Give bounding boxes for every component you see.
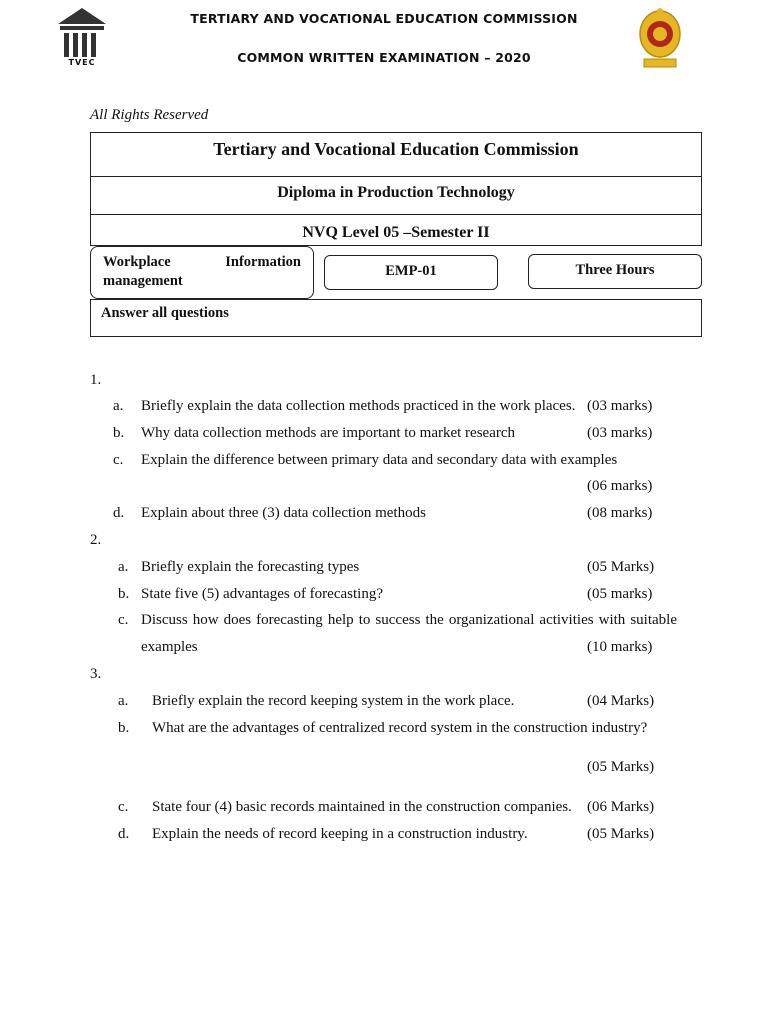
q3b-label: b.	[118, 720, 130, 736]
q1d-label: d.	[113, 505, 125, 521]
q2a-marks: (05 Marks)	[587, 559, 655, 575]
q3a-marks: (04 Marks)	[587, 693, 655, 709]
q1-number: 1.	[90, 372, 102, 388]
module-code: EMP-01	[385, 263, 437, 279]
q1a-marks: (03 marks)	[587, 398, 653, 414]
q1a-text: Briefly explain the data collection methods practiced in the work places.	[141, 398, 576, 414]
q1c-label: c.	[113, 452, 124, 468]
q3d-text: Explain the needs of record keeping in a construction industry.	[152, 826, 528, 842]
duration-box	[528, 254, 702, 289]
code-box	[324, 255, 498, 290]
q1a-label: a.	[113, 398, 124, 414]
q1c-text: Explain the difference between primary data and secondary data with examples	[141, 452, 618, 468]
exam-duration: Three Hours	[575, 262, 655, 278]
org-cell	[90, 132, 702, 177]
q1d-marks: (08 marks)	[587, 505, 653, 521]
q1b-label: b.	[113, 425, 125, 441]
q3c-marks: (06 Marks)	[587, 799, 655, 815]
q3c-text: State four (4) basic records maintained in the construction companies.	[152, 799, 572, 815]
module-line-2: management	[103, 273, 183, 289]
header-title: TERTIARY AND VOCATIONAL EDUCATION COMMISSION	[190, 11, 578, 26]
rights-note: All Rights Reserved	[90, 107, 209, 123]
q1b-text: Why data collection methods are important to market research	[141, 425, 516, 441]
q2b-label: b.	[118, 586, 130, 602]
q3-number: 3.	[90, 666, 102, 682]
q2b-text: State five (5) advantages of forecasting?	[141, 586, 383, 602]
tvec-logo-text: TVEC	[68, 58, 96, 67]
q1d-text: Explain about three (3) data collection methods	[141, 505, 426, 521]
module-box	[90, 246, 314, 299]
q3b-text: What are the advantages of centralized record system in the construction industry?	[152, 720, 648, 736]
q3d-marks: (05 Marks)	[587, 826, 655, 842]
header-subtitle: COMMON WRITTEN EXAMINATION – 2020	[237, 50, 531, 65]
q2a-label: a.	[118, 559, 129, 575]
level-cell	[90, 214, 702, 246]
q3b-marks: (05 Marks)	[587, 759, 655, 775]
q2a-text: Briefly explain the forecasting types	[141, 559, 360, 575]
q3d-label: d.	[118, 826, 130, 842]
module-word-1: Workplace	[103, 254, 171, 270]
q3a-label: a.	[118, 693, 129, 709]
q2c-text-cont: examples	[141, 639, 198, 655]
q2c-text: Discuss how does forecasting help to success the organizational activities with suitable	[141, 612, 677, 628]
q2-number: 2.	[90, 532, 102, 548]
instruction-text: Answer all questions	[101, 305, 229, 321]
q2c-marks: (10 marks)	[587, 639, 653, 655]
diploma-cell	[90, 176, 702, 215]
q2b-marks: (05 marks)	[587, 586, 653, 602]
level-text: NVQ Level 05 –Semester II	[302, 224, 490, 241]
instruction-box	[90, 299, 702, 337]
q3a-text: Briefly explain the record keeping system in the work place.	[152, 693, 515, 709]
q1c-marks: (06 marks)	[587, 478, 653, 494]
q1b-marks: (03 marks)	[587, 425, 653, 441]
q3c-label: c.	[118, 799, 129, 815]
q2c-label: c.	[118, 612, 129, 628]
org-name: Tertiary and Vocational Education Commission	[213, 139, 579, 159]
diploma-name: Diploma in Production Technology	[277, 184, 515, 201]
module-word-2: Information	[225, 254, 301, 270]
